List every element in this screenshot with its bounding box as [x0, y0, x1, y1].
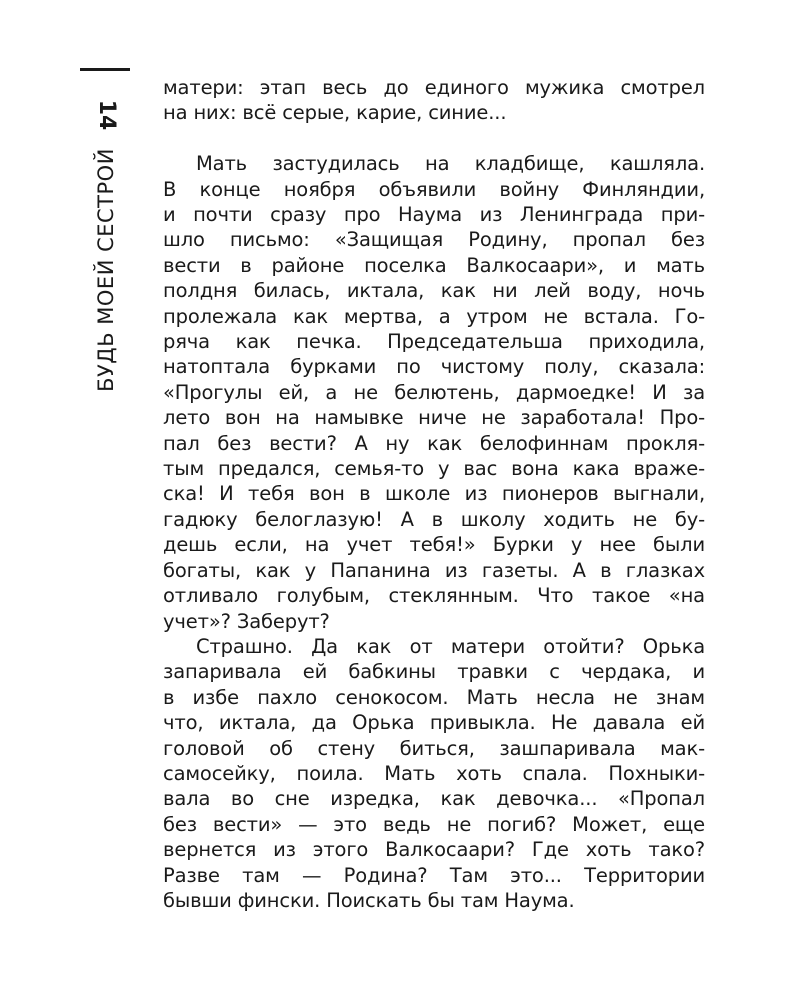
text-line: тым предался, семья-то у вас вона кака враже- [163, 457, 705, 481]
text-line: без вести» — это ведь не погиб? Может, еще [163, 812, 705, 836]
text-line: вала во сне изредка, как девочка... «Пропал [163, 787, 705, 811]
text-line: учет»? Заберут? [163, 609, 330, 633]
page-number: 14 [94, 99, 119, 131]
running-head [86, 95, 126, 395]
text-line: и почти сразу про Наума из Ленинграда при- [163, 203, 705, 227]
paragraph-2 [163, 151, 705, 634]
paragraph-gap [163, 126, 705, 151]
text-line: натоптала бурками по чистому полу, сказала: [163, 355, 705, 379]
text-line: что, иктала, да Орька привыкла. Не давала ей [163, 711, 705, 735]
text-line: головой об стену биться, зашпаривала мак- [163, 736, 705, 760]
text-line: матери: этап весь до единого мужика смотрел [163, 76, 705, 99]
text-line: запаривала ей бабкины травки с чердака, и [163, 660, 705, 684]
text-line: ряча как печка. Председательша приходила, [163, 330, 705, 354]
body-text [163, 75, 705, 913]
text-line: пал без вести? А ну как белофиннам прокля- [163, 431, 705, 455]
book-title: БУДЬ МОЕЙ СЕСТРОЙ [94, 148, 118, 392]
text-line: «Прогулы ей, а не белютень, дармоедке! И за [163, 380, 705, 404]
text-line: Мать застудилась на кладбище, кашляла. [196, 152, 705, 176]
text-line: вернется из этого Валкосаари? Где хоть тако? [163, 838, 705, 862]
book-title-container [86, 145, 126, 395]
text-line: полдня билась, иктала, как ни лей воду, ночь [163, 279, 705, 303]
text-line: отливало голубым, стеклянным. Что такое «на [163, 584, 705, 608]
text-line: Страшно. Да как от матери отойти? Орька [196, 634, 705, 658]
text-line: ска! И тебя вон в школе из пионеров выгнали, [163, 482, 705, 506]
text-line: вести в районе поселка Валкосаари», и мать [163, 253, 705, 277]
text-line: на них: всё серые, карие, синие... [163, 101, 507, 125]
text-line: Разве там — Родина? Там это... Территории [163, 863, 705, 887]
text-line: дешь если, на учет тебя!» Бурки у нее были [163, 533, 705, 557]
header-rule [80, 68, 130, 71]
text-line: бывши фински. Поискать бы там Наума. [163, 888, 575, 912]
text-line: гадюку белоглазую! А в школу ходить не бу- [163, 507, 705, 531]
text-line: богаты, как у Папанина из газеты. А в глазках [163, 558, 705, 582]
text-line: шло письмо: «Защищая Родину, пропал без [163, 228, 705, 252]
text-line: пролежала как мертва, а утром не встала. Го- [163, 304, 705, 328]
text-line: самосейку, поила. Мать хоть спала. Похныки- [163, 761, 705, 785]
paragraph-1 [163, 75, 705, 126]
paragraph-3 [163, 634, 705, 913]
text-line: в избе пахло сенокосом. Мать несла не знам [163, 685, 705, 709]
text-line: В конце ноября объявили войну Финляндии, [163, 177, 705, 201]
text-line: лето вон на намывке ниче не заработала! Про- [163, 406, 705, 430]
